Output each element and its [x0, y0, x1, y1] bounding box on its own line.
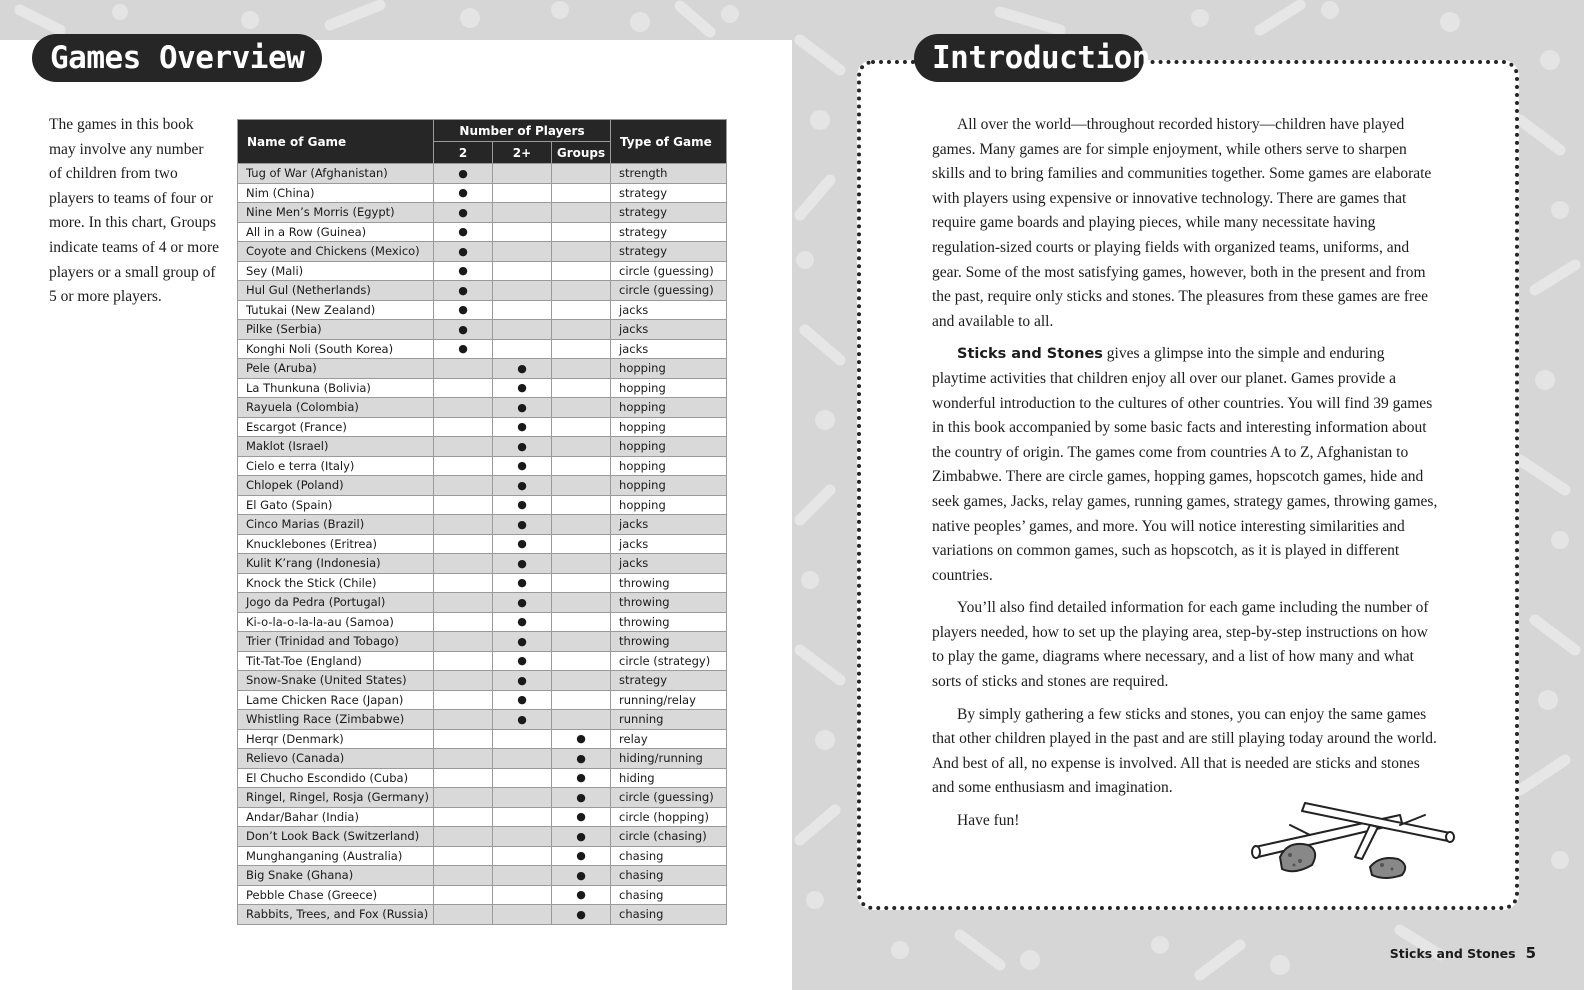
table-row: [238, 339, 727, 359]
players-dot-cell: ●: [493, 515, 552, 535]
table-row: [238, 437, 727, 457]
game-name-cell: El Chucho Escondido (Cuba): [238, 768, 434, 788]
players-dot-cell: [552, 300, 611, 320]
game-type-cell: hopping: [611, 437, 727, 457]
players-dot-cell: ●: [493, 593, 552, 613]
game-type-cell: circle (guessing): [611, 261, 727, 281]
players-dot-cell: [434, 417, 493, 437]
players-dot-cell: [434, 534, 493, 554]
game-type-cell: jacks: [611, 300, 727, 320]
players-dot-cell: [434, 456, 493, 476]
players-dot-cell: [552, 554, 611, 574]
players-dot-cell: ●: [552, 729, 611, 749]
game-name-cell: Pebble Chase (Greece): [238, 885, 434, 905]
players-dot-cell: [434, 749, 493, 769]
players-dot-cell: [552, 690, 611, 710]
game-type-cell: strength: [611, 164, 727, 184]
players-dot-cell: [493, 203, 552, 223]
game-type-cell: chasing: [611, 885, 727, 905]
game-type-cell: throwing: [611, 632, 727, 652]
game-type-cell: throwing: [611, 612, 727, 632]
game-type-cell: circle (guessing): [611, 281, 727, 301]
game-type-cell: circle (strategy): [611, 651, 727, 671]
players-dot-cell: [493, 866, 552, 886]
players-dot-cell: [552, 203, 611, 223]
games-overview-title: Games Overview: [32, 34, 322, 82]
players-dot-cell: ●: [434, 242, 493, 262]
game-type-cell: strategy: [611, 222, 727, 242]
header-players-groups: Groups: [552, 142, 611, 164]
players-dot-cell: [552, 495, 611, 515]
table-row: [238, 456, 727, 476]
game-name-cell: Ringel, Ringel, Rosja (Germany): [238, 788, 434, 808]
players-dot-cell: ●: [493, 495, 552, 515]
players-dot-cell: ●: [493, 417, 552, 437]
game-name-cell: Tutukai (New Zealand): [238, 300, 434, 320]
game-name-cell: Whistling Race (Zimbabwe): [238, 710, 434, 730]
table-row: [238, 281, 727, 301]
players-dot-cell: [493, 242, 552, 262]
game-name-cell: Maklot (Israel): [238, 437, 434, 457]
table-row: [238, 300, 727, 320]
game-name-cell: Pilke (Serbia): [238, 320, 434, 340]
table-row: [238, 905, 727, 925]
table-row: [238, 222, 727, 242]
players-dot-cell: ●: [552, 807, 611, 827]
players-dot-cell: ●: [552, 768, 611, 788]
players-dot-cell: [434, 651, 493, 671]
game-type-cell: jacks: [611, 515, 727, 535]
game-type-cell: circle (chasing): [611, 827, 727, 847]
players-dot-cell: [493, 729, 552, 749]
players-dot-cell: ●: [552, 827, 611, 847]
game-type-cell: jacks: [611, 320, 727, 340]
table-row: [238, 534, 727, 554]
page-number: 5: [1525, 944, 1536, 962]
table-row: [238, 632, 727, 652]
book-title-bold: Sticks and Stones: [957, 346, 1103, 363]
players-dot-cell: [434, 710, 493, 730]
table-row: [238, 417, 727, 437]
players-dot-cell: [493, 768, 552, 788]
players-dot-cell: ●: [493, 573, 552, 593]
game-name-cell: Chlopek (Poland): [238, 476, 434, 496]
players-dot-cell: [434, 788, 493, 808]
footer-book-title: Sticks and Stones: [1389, 946, 1516, 961]
game-type-cell: strategy: [611, 183, 727, 203]
game-name-cell: Cinco Marias (Brazil): [238, 515, 434, 535]
intro-paragraph-1: All over the world—throughout recorded history—children have played games. Many games are for simple enjoyment, while others serve to sharpen skills and to bring families and communities together. Some games are elaborate with players using expensive or innovative technology. There are games that require game boards and playing pieces, while many necessitate having regulation-sized courts or playing fields with organized teams, uniforms, and gear. Some of the most satisfying games, however, both in the present and from the past, require only sticks and stones. The pleasures from these games are free and available to all.: [932, 116, 1432, 330]
overview-intro-text: The games in this book may involve any number of children from two players to teams of four or more. In this chart, Groups indicate teams of 4 or more players or a small group of 5 or more players.: [49, 116, 220, 306]
players-dot-cell: [552, 222, 611, 242]
table-row: [238, 573, 727, 593]
players-dot-cell: ●: [493, 632, 552, 652]
table-row: [238, 495, 727, 515]
players-dot-cell: [493, 846, 552, 866]
game-name-cell: Knucklebones (Eritrea): [238, 534, 434, 554]
game-type-cell: hopping: [611, 456, 727, 476]
players-dot-cell: ●: [493, 378, 552, 398]
players-dot-cell: [552, 437, 611, 457]
table-row: [238, 690, 727, 710]
game-name-cell: Snow-Snake (United States): [238, 671, 434, 691]
players-dot-cell: ●: [434, 222, 493, 242]
players-dot-cell: ●: [434, 183, 493, 203]
header-players-2: 2: [434, 142, 493, 164]
game-name-cell: Knock the Stick (Chile): [238, 573, 434, 593]
players-dot-cell: ●: [434, 320, 493, 340]
players-dot-cell: [552, 671, 611, 691]
players-dot-cell: ●: [493, 476, 552, 496]
table-row: [238, 729, 727, 749]
header-number-of-players: Number of Players: [434, 120, 611, 142]
players-dot-cell: ●: [434, 339, 493, 359]
table-row: [238, 554, 727, 574]
table-row: [238, 846, 727, 866]
game-name-cell: Trier (Trinidad and Tobago): [238, 632, 434, 652]
game-name-cell: Big Snake (Ghana): [238, 866, 434, 886]
players-dot-cell: [552, 183, 611, 203]
players-dot-cell: ●: [552, 866, 611, 886]
players-dot-cell: ●: [493, 359, 552, 379]
game-name-cell: Cielo e terra (Italy): [238, 456, 434, 476]
players-dot-cell: [493, 222, 552, 242]
header-type-of-game: Type of Game: [611, 120, 727, 164]
table-row: [238, 261, 727, 281]
table-row: [238, 593, 727, 613]
games-table: [237, 119, 727, 925]
intro-paragraph-5: Have fun!: [957, 812, 1020, 830]
players-dot-cell: [434, 554, 493, 574]
players-dot-cell: [493, 300, 552, 320]
players-dot-cell: [493, 183, 552, 203]
players-dot-cell: [552, 320, 611, 340]
game-name-cell: Kulit K’rang (Indonesia): [238, 554, 434, 574]
table-row: [238, 183, 727, 203]
table-row: [238, 788, 727, 808]
players-dot-cell: [434, 476, 493, 496]
game-type-cell: hopping: [611, 417, 727, 437]
players-dot-cell: [493, 281, 552, 301]
game-name-cell: Lame Chicken Race (Japan): [238, 690, 434, 710]
table-row: [238, 359, 727, 379]
game-type-cell: hiding/running: [611, 749, 727, 769]
game-name-cell: Escargot (France): [238, 417, 434, 437]
players-dot-cell: ●: [493, 690, 552, 710]
players-dot-cell: ●: [434, 281, 493, 301]
players-dot-cell: ●: [493, 651, 552, 671]
game-type-cell: strategy: [611, 203, 727, 223]
players-dot-cell: [552, 339, 611, 359]
players-dot-cell: [552, 710, 611, 730]
game-type-cell: hopping: [611, 495, 727, 515]
players-dot-cell: [434, 690, 493, 710]
players-dot-cell: ●: [434, 203, 493, 223]
table-row: [238, 768, 727, 788]
players-dot-cell: [552, 612, 611, 632]
table-row: [238, 612, 727, 632]
game-name-cell: Jogo da Pedra (Portugal): [238, 593, 434, 613]
table-row: [238, 476, 727, 496]
players-dot-cell: [434, 729, 493, 749]
game-name-cell: Munghanganing (Australia): [238, 846, 434, 866]
players-dot-cell: [493, 807, 552, 827]
game-name-cell: Hul Gul (Netherlands): [238, 281, 434, 301]
players-dot-cell: ●: [552, 788, 611, 808]
game-type-cell: relay: [611, 729, 727, 749]
players-dot-cell: ●: [434, 261, 493, 281]
table-row: [238, 827, 727, 847]
players-dot-cell: ●: [493, 612, 552, 632]
game-type-cell: hopping: [611, 476, 727, 496]
players-dot-cell: [434, 495, 493, 515]
game-name-cell: All in a Row (Guinea): [238, 222, 434, 242]
game-type-cell: chasing: [611, 905, 727, 925]
game-type-cell: chasing: [611, 866, 727, 886]
players-dot-cell: [434, 768, 493, 788]
players-dot-cell: [552, 164, 611, 184]
players-dot-cell: ●: [552, 885, 611, 905]
header-name-of-game: Name of Game: [238, 120, 434, 164]
intro-paragraph-2: [932, 342, 1442, 588]
game-name-cell: Konghi Noli (South Korea): [238, 339, 434, 359]
game-name-cell: Nine Men’s Morris (Egypt): [238, 203, 434, 223]
game-type-cell: hiding: [611, 768, 727, 788]
intro-paragraph-2-text: gives a glimpse into the simple and enduring playtime activities that children enjoy all over our planet. Games provide a wonderful introduction to the cultures of other countries. You will find 39 games in this book accompanied by some basic facts and interesting information about the country of origin. The games come from countries A to Z, Afghanistan to Zimbabwe. There are circle games, hopping games, hopscotch games, hide and seek games, Jacks, relay games, running games, strategy games, throwing games, native peoples’ games, and more. You will notice interesting similarities and variations on common games, such as hopscotch, as it is played in different countries.: [932, 345, 1438, 584]
game-name-cell: Relievo (Canada): [238, 749, 434, 769]
game-type-cell: running: [611, 710, 727, 730]
game-name-cell: Herqr (Denmark): [238, 729, 434, 749]
game-type-cell: throwing: [611, 573, 727, 593]
table-row: [238, 320, 727, 340]
game-name-cell: Tug of War (Afghanistan): [238, 164, 434, 184]
players-dot-cell: [434, 671, 493, 691]
introduction-title: Introduction: [914, 34, 1144, 82]
table-row: [238, 378, 727, 398]
game-name-cell: Rabbits, Trees, and Fox (Russia): [238, 905, 434, 925]
players-dot-cell: [552, 651, 611, 671]
table-row: [238, 398, 727, 418]
players-dot-cell: ●: [434, 164, 493, 184]
game-type-cell: jacks: [611, 554, 727, 574]
players-dot-cell: [552, 515, 611, 535]
players-dot-cell: [493, 905, 552, 925]
game-name-cell: Nim (China): [238, 183, 434, 203]
table-row: [238, 710, 727, 730]
players-dot-cell: [493, 261, 552, 281]
game-name-cell: Rayuela (Colombia): [238, 398, 434, 418]
players-dot-cell: [552, 534, 611, 554]
game-name-cell: La Thunkuna (Bolivia): [238, 378, 434, 398]
game-type-cell: hopping: [611, 359, 727, 379]
players-dot-cell: ●: [493, 456, 552, 476]
table-row: [238, 242, 727, 262]
players-dot-cell: [493, 788, 552, 808]
game-name-cell: Don’t Look Back (Switzerland): [238, 827, 434, 847]
players-dot-cell: ●: [493, 710, 552, 730]
players-dot-cell: [552, 456, 611, 476]
table-row: [238, 749, 727, 769]
players-dot-cell: [493, 339, 552, 359]
players-dot-cell: [434, 573, 493, 593]
intro-paragraph-4: By simply gathering a few sticks and stones, you can enjoy the same games that other children played in the past and are still playing today around the world. And best of all, no expense is involved. All that is needed are sticks and stones and some enthusiasm and imagination.: [932, 705, 1437, 797]
players-dot-cell: ●: [552, 846, 611, 866]
table-row: [238, 651, 727, 671]
game-name-cell: Pele (Aruba): [238, 359, 434, 379]
introduction-body: [932, 113, 1442, 842]
sticks-and-stones-illustration: [1250, 795, 1470, 885]
players-dot-cell: [434, 437, 493, 457]
players-dot-cell: [493, 164, 552, 184]
players-dot-cell: ●: [434, 300, 493, 320]
header-players-2plus: 2+: [493, 142, 552, 164]
game-type-cell: jacks: [611, 339, 727, 359]
game-type-cell: chasing: [611, 846, 727, 866]
players-dot-cell: [493, 827, 552, 847]
game-type-cell: strategy: [611, 671, 727, 691]
players-dot-cell: ●: [493, 671, 552, 691]
players-dot-cell: [434, 593, 493, 613]
game-type-cell: running/relay: [611, 690, 727, 710]
players-dot-cell: [493, 749, 552, 769]
players-dot-cell: [434, 632, 493, 652]
table-row: [238, 885, 727, 905]
players-dot-cell: [552, 359, 611, 379]
players-dot-cell: ●: [493, 398, 552, 418]
players-dot-cell: [552, 281, 611, 301]
table-row: [238, 203, 727, 223]
players-dot-cell: [434, 515, 493, 535]
game-type-cell: circle (guessing): [611, 788, 727, 808]
players-dot-cell: [552, 261, 611, 281]
game-name-cell: Coyote and Chickens (Mexico): [238, 242, 434, 262]
game-type-cell: strategy: [611, 242, 727, 262]
game-type-cell: hopping: [611, 378, 727, 398]
players-dot-cell: [552, 573, 611, 593]
players-dot-cell: [434, 866, 493, 886]
players-dot-cell: [552, 417, 611, 437]
game-type-cell: hopping: [611, 398, 727, 418]
table-row: [238, 164, 727, 184]
table-row: [238, 671, 727, 691]
players-dot-cell: [434, 398, 493, 418]
players-dot-cell: [434, 885, 493, 905]
game-name-cell: Tit-Tat-Toe (England): [238, 651, 434, 671]
players-dot-cell: [552, 398, 611, 418]
table-row: [238, 515, 727, 535]
players-dot-cell: ●: [493, 554, 552, 574]
players-dot-cell: [552, 632, 611, 652]
players-dot-cell: [434, 846, 493, 866]
players-dot-cell: [434, 905, 493, 925]
players-dot-cell: [552, 242, 611, 262]
players-dot-cell: [552, 378, 611, 398]
players-dot-cell: [434, 827, 493, 847]
game-name-cell: El Gato (Spain): [238, 495, 434, 515]
players-dot-cell: [552, 476, 611, 496]
players-dot-cell: ●: [552, 905, 611, 925]
page-footer: [1390, 944, 1536, 962]
players-dot-cell: [552, 593, 611, 613]
game-name-cell: Andar/Bahar (India): [238, 807, 434, 827]
game-name-cell: Ki-o-la-o-la-la-au (Samoa): [238, 612, 434, 632]
players-dot-cell: ●: [552, 749, 611, 769]
table-row: [238, 866, 727, 886]
intro-paragraph-3: You’ll also find detailed information for each game including the number of players needed, how to set up the playing area, step-by-step instructions on how to play the game, diagrams where necessary, and a list of how many and what sorts of sticks and stones are required.: [932, 599, 1429, 691]
game-type-cell: throwing: [611, 593, 727, 613]
players-dot-cell: [434, 612, 493, 632]
players-dot-cell: [434, 807, 493, 827]
players-dot-cell: [493, 320, 552, 340]
game-name-cell: Sey (Mali): [238, 261, 434, 281]
players-dot-cell: ●: [493, 534, 552, 554]
players-dot-cell: [434, 359, 493, 379]
game-type-cell: jacks: [611, 534, 727, 554]
game-type-cell: circle (hopping): [611, 807, 727, 827]
players-dot-cell: [493, 885, 552, 905]
players-dot-cell: ●: [493, 437, 552, 457]
table-row: [238, 807, 727, 827]
players-dot-cell: [434, 378, 493, 398]
